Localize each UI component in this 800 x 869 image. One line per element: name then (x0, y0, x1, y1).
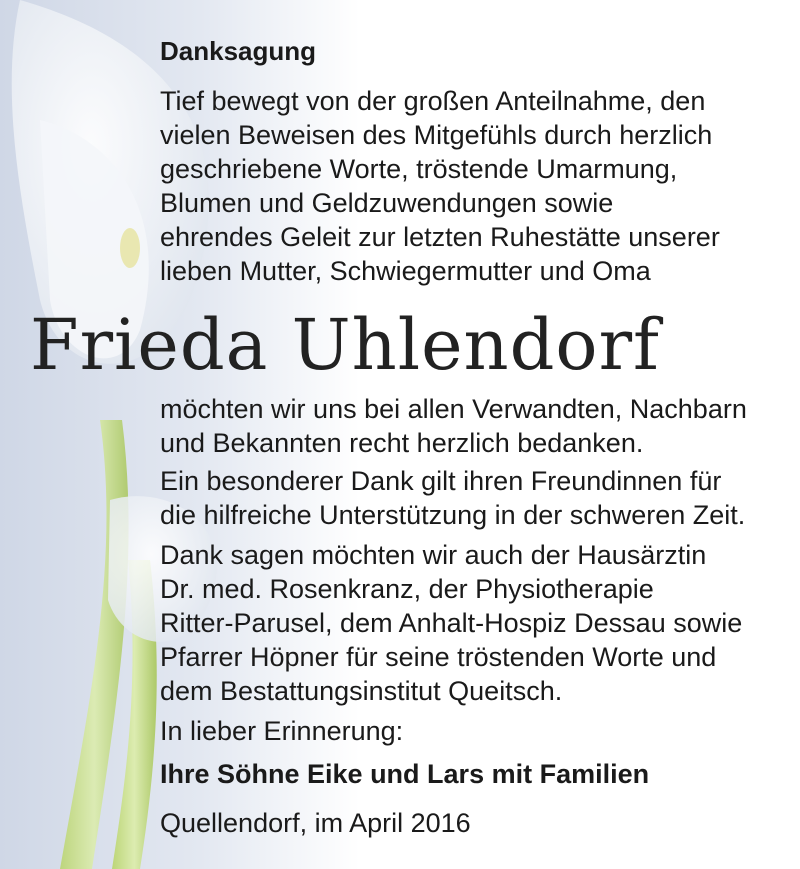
place-date: Quellendorf, im April 2016 (160, 808, 471, 838)
text-line: Ritter-Parusel, dem Anhalt-Hospiz Dessau sowie (160, 608, 743, 638)
closing-line: In lieber Erinnerung: (160, 716, 404, 746)
text-line: Blumen und Geldzuwendungen sowie (160, 188, 614, 218)
text-line: Pfarrer Höpner für seine tröstenden Worte und (160, 642, 717, 672)
text-line: vielen Beweisen des Mitgefühls durch herzlich (160, 120, 713, 150)
intro-paragraph (160, 84, 776, 288)
text-line: ehrendes Geleit zur letzten Ruhestätte unserer (160, 222, 720, 252)
heading: Danksagung (160, 36, 317, 66)
text-line: lieben Mutter, Schwiegermutter und Oma (160, 256, 651, 286)
deceased-name: Frieda Uhlendorf (30, 304, 660, 386)
thanks-paragraph (160, 392, 776, 460)
text-line: möchten wir uns bei allen Verwandten, Nachbarn (160, 394, 747, 424)
text-line: Dank sagen möchten wir auch der Hausärztin (160, 540, 707, 570)
text-line: und Bekannten recht herzlich bedanken. (160, 428, 644, 458)
special-thanks-paragraph (160, 464, 776, 532)
text-line: dem Bestattungsinstitut Queitsch. (160, 676, 563, 706)
text-line: Tief bewegt von der großen Anteilnahme, den (160, 86, 706, 116)
signers: Ihre Söhne Eike und Lars mit Familien (160, 759, 650, 789)
further-thanks-paragraph (160, 538, 776, 708)
text-line: Dr. med. Rosenkranz, der Physiotherapie (160, 574, 654, 604)
text-line: die hilfreiche Unterstützung in der schweren Zeit. (160, 500, 746, 530)
text-line: Ein besonderer Dank gilt ihren Freundinnen für (160, 466, 722, 496)
text-line: geschriebene Worte, tröstende Umarmung, (160, 154, 678, 184)
